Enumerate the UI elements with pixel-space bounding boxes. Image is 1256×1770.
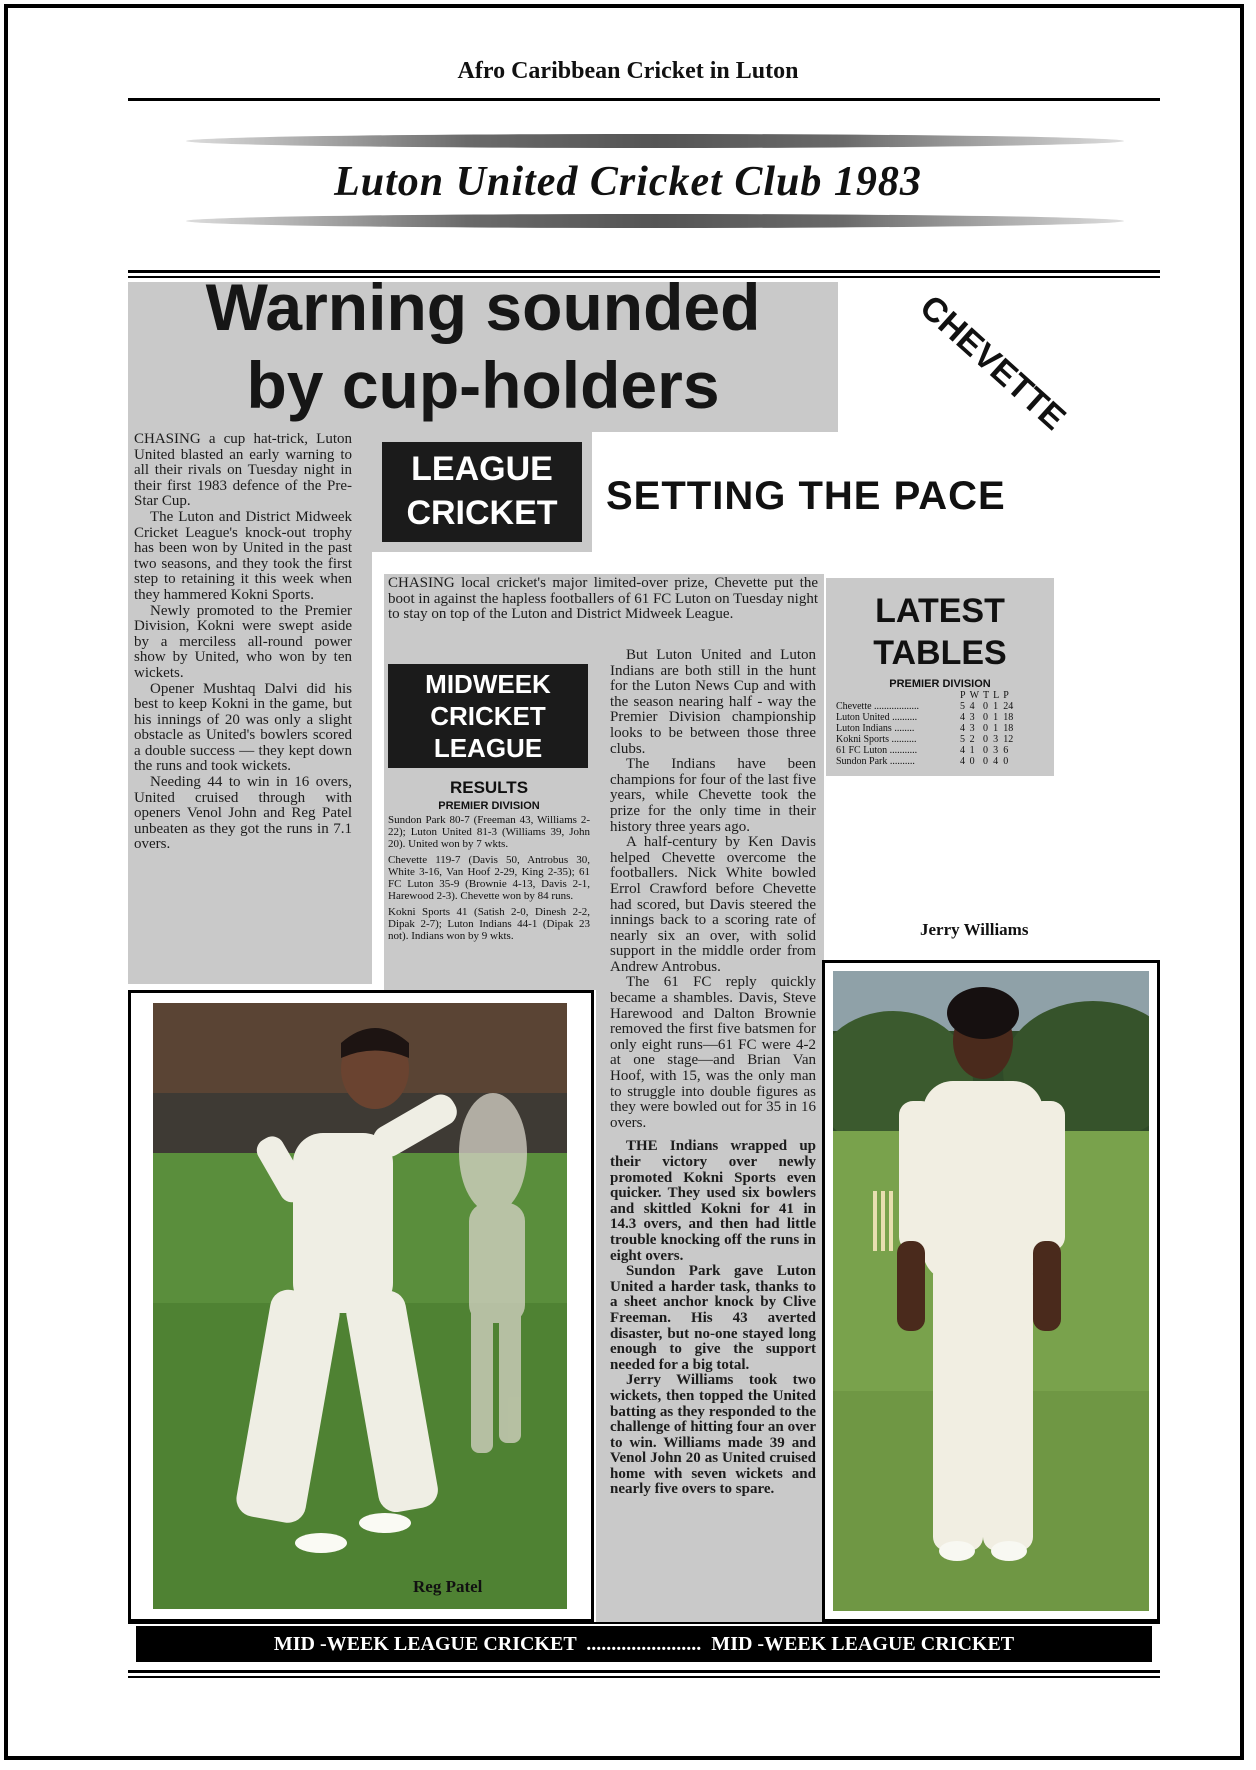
results-column xyxy=(388,664,590,976)
table-cell: Chevette .................. xyxy=(836,701,920,712)
chevette-stamp: CHEVETTE xyxy=(912,288,1073,438)
table-cell: 1 xyxy=(993,723,999,734)
setting-the-pace-heading: SETTING THE PACE xyxy=(606,474,1006,518)
table-cell: 5 xyxy=(960,701,965,712)
headline-line-2: by cup-holders xyxy=(246,348,720,422)
banner-bar-bottom xyxy=(186,214,1124,228)
table-cell: 0 xyxy=(983,723,989,734)
table-cell: 5 xyxy=(960,734,965,745)
banner-bar-top xyxy=(186,134,1124,148)
table-cell: Sundon Park .......... xyxy=(836,756,915,767)
result-entry: Chevette 119-7 (Davis 50, Antrobus 30, White 3-16, Van Hoof 2-29, King 2-35); 61 FC Luton 35-9 (Brownie 4-13, Davis 2-1, Harewood 2-3). Chevette won by 84 runs. xyxy=(388,854,590,902)
table-cell: 18 xyxy=(1003,712,1014,723)
footer-banner: MID -WEEK LEAGUE CRICKET ....................... MID -WEEK LEAGUE CRICKET xyxy=(136,1626,1152,1662)
article-2-para: But Luton United and Luton Indians are both still in the hunt for the Luton News Cup and with the season nearing half - way the Premier Division championship looks to be between those three clubs. xyxy=(610,648,816,757)
midweek-label-line: LEAGUE xyxy=(433,733,543,763)
article-1-para: Newly promoted to the Premier Division, Kokni were swept aside by a merciless all-round power show by United, who won by ten wickets. xyxy=(134,602,352,681)
table-cell: 3 xyxy=(969,712,975,723)
league-table xyxy=(834,690,1015,767)
table-cell: 1 xyxy=(993,712,999,723)
article-2-para: THE Indians wrapped up their victory over newly promoted Kokni Sports even quicker. They used six bowlers and skittled Kokni for 41 in 14.3 overs, and then had little trouble knocking off the runs in eight overs. xyxy=(610,1138,816,1264)
table-cell: 0 xyxy=(1003,756,1009,767)
article-1-body xyxy=(128,428,372,853)
league-label-clipping xyxy=(372,432,592,552)
table-header-cell: P xyxy=(1003,690,1009,701)
league-table-header xyxy=(834,690,1015,701)
table-cell: 0 xyxy=(969,756,975,767)
table-cell: Kokni Sports .......... xyxy=(836,734,917,745)
table-cell: 3 xyxy=(993,745,999,756)
table-cell: 0 xyxy=(983,734,989,745)
table-cell: 6 xyxy=(1003,745,1009,756)
table-cell: 3 xyxy=(993,734,999,745)
league-cricket-label xyxy=(382,442,582,542)
table-row xyxy=(834,723,1015,734)
table-header-cell: P xyxy=(960,690,966,701)
table-row xyxy=(834,756,1015,767)
table-cell: 0 xyxy=(983,712,989,723)
result-entry: Kokni Sports 41 (Satish 2-0, Dinesh 2-2, Dipak 2-7); Luton Indians 44-1 (Dipak 23 not). Indians won by 9 wkts. xyxy=(388,906,590,942)
tables-title-line: LATEST xyxy=(875,592,1005,630)
table-cell: Luton United .......... xyxy=(836,712,918,723)
article-1-para: Opener Mushtaq Dalvi did his best to keep Kokni in the game, but his innings of 20 was only a slight obstacle as United's bowlers scored a double success — they kept down the runs and took wickets. xyxy=(134,680,352,775)
headline-clipping xyxy=(128,270,838,432)
table-cell: 12 xyxy=(1003,734,1014,745)
table-row xyxy=(834,712,1015,723)
jerry-williams-photo xyxy=(833,971,1149,1611)
page-header: Afro Caribbean Cricket in Luton xyxy=(457,58,799,84)
table-cell: 3 xyxy=(969,723,975,734)
reg-patel-photo xyxy=(153,1003,567,1609)
table-row xyxy=(834,745,1015,756)
right-photo-frame xyxy=(822,960,1160,1622)
table-cell: 24 xyxy=(1003,701,1014,712)
article-1-para: The Luton and District Midweek Cricket League's knock-out trophy has been won by United in the past two seasons, and they took the first step to retaining it this week when they hammered Kokni Sports. xyxy=(134,508,352,603)
article-2-para: Sundon Park gave Luton United a harder task, thanks to a sheet anchor knock by Clive Freeman. His 43 averted disaster, but no-one stayed long enough to give the support needed for a big total. xyxy=(610,1263,816,1373)
table-cell: 4 xyxy=(993,756,999,767)
article-1-para: CHASING a cup hat-trick, Luton United blasted an early warning to all their rivals on Tuesday night in their first 1983 defence of the Pre-Star Cup. xyxy=(134,431,352,510)
table-cell: 2 xyxy=(969,734,975,745)
tables-title xyxy=(826,590,1054,674)
right-photo-caption: Jerry Williams xyxy=(920,920,1029,939)
table-cell: 1 xyxy=(969,745,975,756)
table-cell: 18 xyxy=(1003,723,1014,734)
results-list xyxy=(388,814,590,942)
midweek-label-line: MIDWEEK xyxy=(425,669,551,699)
latest-tables-clipping xyxy=(826,578,1054,776)
article-2-para: A half-century by Ken Davis helped Chevette overcome the footballers. Nick White bowled Errol Crawford before Chevette had scored, but Davis steered the innings back to a scoring rate of nearly six an over, with solid support in the middle order from Andrew Antrobus. xyxy=(610,834,816,975)
reg-patel-image xyxy=(153,1003,567,1609)
table-cell: 0 xyxy=(983,701,989,712)
table-cell: 4 xyxy=(960,756,965,767)
table-cell: 4 xyxy=(960,712,965,723)
article-2-intro: CHASING local cricket's major limited-over prize, Chevette put the boot in against the hapless footballers of 61 FC Luton on Tuesday night to stay on top of the Luton and District Midweek League. xyxy=(388,575,818,623)
banner-title: Luton United Cricket Club 1983 xyxy=(334,159,922,205)
result-entry: Sundon Park 80-7 (Freeman 43, Williams 2-22); Luton United 81-3 (Williams 39, John 20). United won by 7 wkts. xyxy=(388,814,590,850)
table-header-cell: W xyxy=(969,690,980,701)
midweek-league-label xyxy=(388,664,588,768)
league-label-line: CRICKET xyxy=(406,494,558,532)
table-cell: 4 xyxy=(969,701,975,712)
table-cell: 0 xyxy=(983,756,989,767)
table-row xyxy=(834,701,1015,712)
header-rule xyxy=(128,98,1160,101)
left-photo-frame xyxy=(128,990,594,1622)
article-clipping-1 xyxy=(128,428,372,984)
jerry-williams-image xyxy=(833,971,1149,1611)
table-cell: 4 xyxy=(960,745,965,756)
tables-division: PREMIER DIVISION xyxy=(889,678,991,690)
results-division: PREMIER DIVISION xyxy=(438,800,540,812)
table-cell: 1 xyxy=(993,701,999,712)
article-2-para: Jerry Williams took two wickets, then topped the United batting as they responded to the challenge of hitting four an over to win. Williams made 39 and Venol John 20 as United cruised home with seven wickets and nearly five overs to spare. xyxy=(610,1372,816,1498)
midweek-label-line: CRICKET xyxy=(430,701,546,731)
table-header-cell: T xyxy=(983,690,990,701)
table-cell: 4 xyxy=(960,723,965,734)
footer-rule-1 xyxy=(128,1670,1160,1673)
footer-rule-2 xyxy=(128,1676,1160,1678)
article-2-para: The 61 FC reply quickly became a shambles. Davis, Steve Harewood and Dalton Brownie removed the first five batsmen for only eight runs—61 FC were 4-2 at one stage—and Brian Van Hoof, with 15, was the only man to struggle into double figures as they were bowled out for 35 in 16 overs. xyxy=(610,974,816,1131)
table-header-cell: L xyxy=(993,690,1000,701)
article-1-para: Needing 44 to win in 16 overs, United cruised through with openers Venol John and Reg Patel unbeaten as they got the runs in 7.1 overs. xyxy=(134,774,352,853)
table-row xyxy=(834,734,1015,745)
table-cell: Luton Indians ........ xyxy=(836,723,915,734)
footer-rule-top xyxy=(128,1622,1160,1624)
league-label-line: LEAGUE xyxy=(411,450,553,488)
article-2-column xyxy=(610,648,816,1618)
article-2-para: The Indians have been champions for four of the last five years, while Chevette took the prize for the only time in their history three years ago. xyxy=(610,756,816,835)
tables-title-line: TABLES xyxy=(873,634,1007,672)
table-header-cell xyxy=(834,690,958,701)
headline-line-1: Warning sounded xyxy=(205,270,761,344)
table-cell: 0 xyxy=(983,745,989,756)
results-title: RESULTS xyxy=(449,778,529,797)
table-cell: 61 FC Luton ........... xyxy=(836,745,918,756)
left-photo-caption: Reg Patel xyxy=(413,1577,483,1596)
